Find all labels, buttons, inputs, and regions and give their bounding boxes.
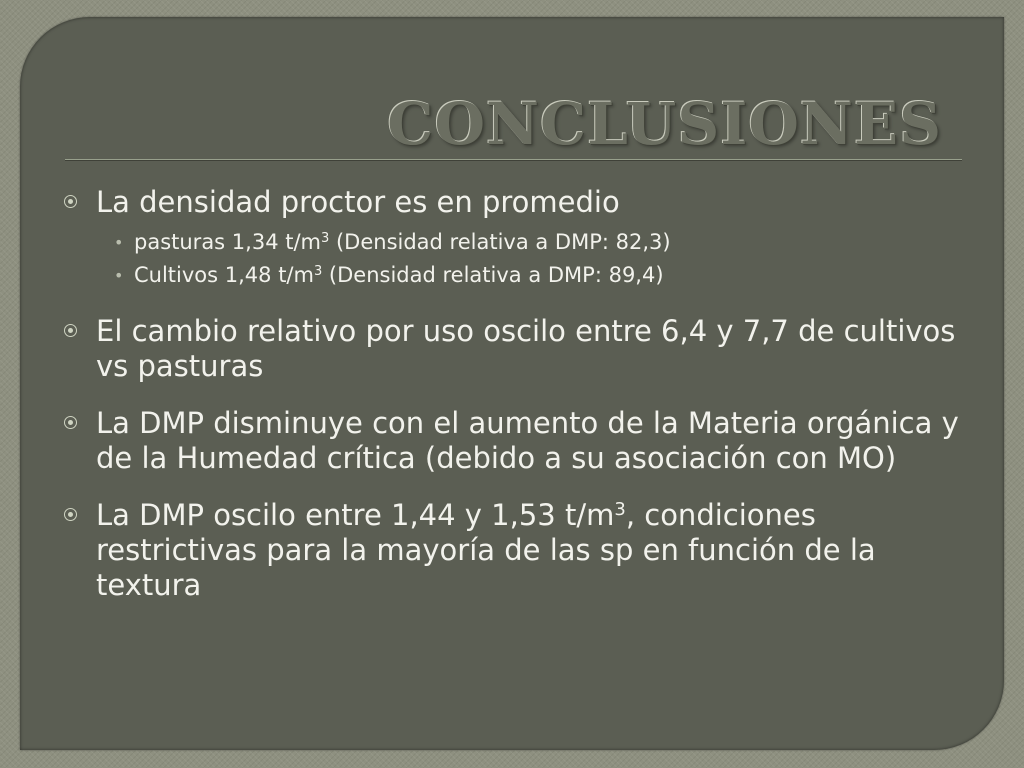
sub-list xyxy=(96,226,962,292)
circle-dot-icon xyxy=(64,195,77,208)
slide-title: CONCLUSIONES xyxy=(387,90,942,158)
bullet-item xyxy=(62,185,962,292)
bullet-text: El cambio relativo por uso oscilo entre 6,4 y 7,7 de cultivos vs pasturas xyxy=(96,314,956,383)
bullet-text: , condiciones restrictivas para la mayoría de las sp en función de la textura xyxy=(96,498,876,602)
sub-item-text: pasturas 1,34 t/m xyxy=(134,230,322,254)
sub-item xyxy=(96,226,962,259)
title-divider xyxy=(65,159,962,160)
superscript: 3 xyxy=(321,230,330,246)
small-dot-icon: • xyxy=(114,233,124,252)
superscript: 3 xyxy=(313,263,323,279)
sub-item xyxy=(96,259,962,292)
circle-dot-icon xyxy=(64,324,77,337)
bullet-text: La densidad proctor es en promedio xyxy=(96,185,620,219)
bullet-item xyxy=(62,314,962,384)
sub-item-text: (Densidad relativa a DMP: 89,4) xyxy=(322,263,664,287)
bullet-item xyxy=(62,406,962,476)
bullet-item xyxy=(62,498,962,603)
bullet-text: La DMP disminuye con el aumento de la Materia orgánica y de la Humedad crítica (debido a su asociación con MO) xyxy=(96,406,959,475)
circle-dot-icon xyxy=(64,508,77,521)
circle-dot-icon xyxy=(64,416,77,429)
slide-content xyxy=(62,185,962,603)
bullet-text: La DMP oscilo entre 1,44 y 1,53 t/m xyxy=(96,498,615,532)
sub-item-text: (Densidad relativa a DMP: 82,3) xyxy=(329,230,671,254)
superscript: 3 xyxy=(614,499,626,521)
sub-item-text: Cultivos 1,48 t/m xyxy=(134,263,314,287)
small-dot-icon: • xyxy=(114,266,124,285)
